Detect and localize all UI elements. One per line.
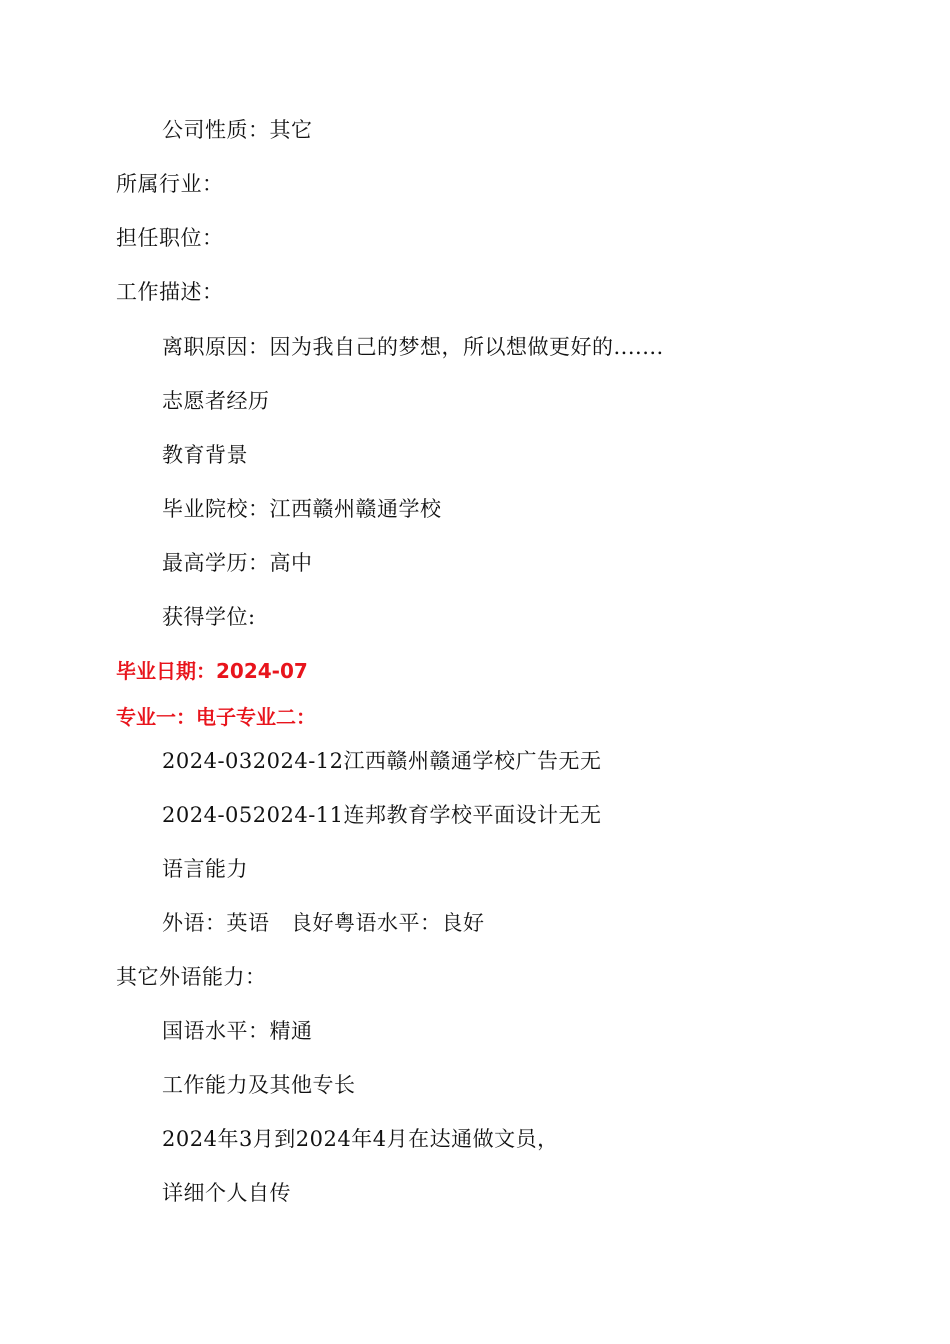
school-line: 毕业院校：江西赣州赣通学校 [162, 497, 442, 521]
foreign-language-line: 外语：英语 良好粤语水平：良好 [162, 911, 485, 935]
major-line: 专业一：电子专业二： [116, 705, 316, 729]
degree-line: 获得学位: [162, 605, 256, 629]
position-line: 担任职位： [116, 226, 224, 250]
job-description-line: 工作描述： [116, 280, 224, 304]
leaving-reason-line: 离职原因：因为我自己的梦想，所以想做更好的....... [162, 335, 664, 359]
highest-education-line: 最高学历：高中 [162, 551, 313, 575]
language-heading: 语言能力 [162, 857, 248, 881]
company-type-line: 公司性质：其它 [162, 118, 313, 142]
other-language-line: 其它外语能力： [116, 965, 267, 989]
experience-row-1: 2024-032024-12江西赣州赣通学校广告无无 [162, 749, 602, 773]
skills-heading: 工作能力及其他专长 [162, 1073, 356, 1097]
volunteer-heading: 志愿者经历 [162, 389, 270, 413]
work-history-line: 2024年3月到2024年4月在达通做文员， [162, 1127, 559, 1151]
graduation-date-line: 毕业日期：2024-07 [116, 659, 308, 683]
industry-line: 所属行业： [116, 172, 224, 196]
experience-row-2: 2024-052024-11连邦教育学校平面设计无无 [162, 803, 602, 827]
autobiography-heading: 详细个人自传 [162, 1181, 291, 1205]
mandarin-level-line: 国语水平：精通 [162, 1019, 313, 1043]
education-heading: 教育背景 [162, 443, 248, 467]
